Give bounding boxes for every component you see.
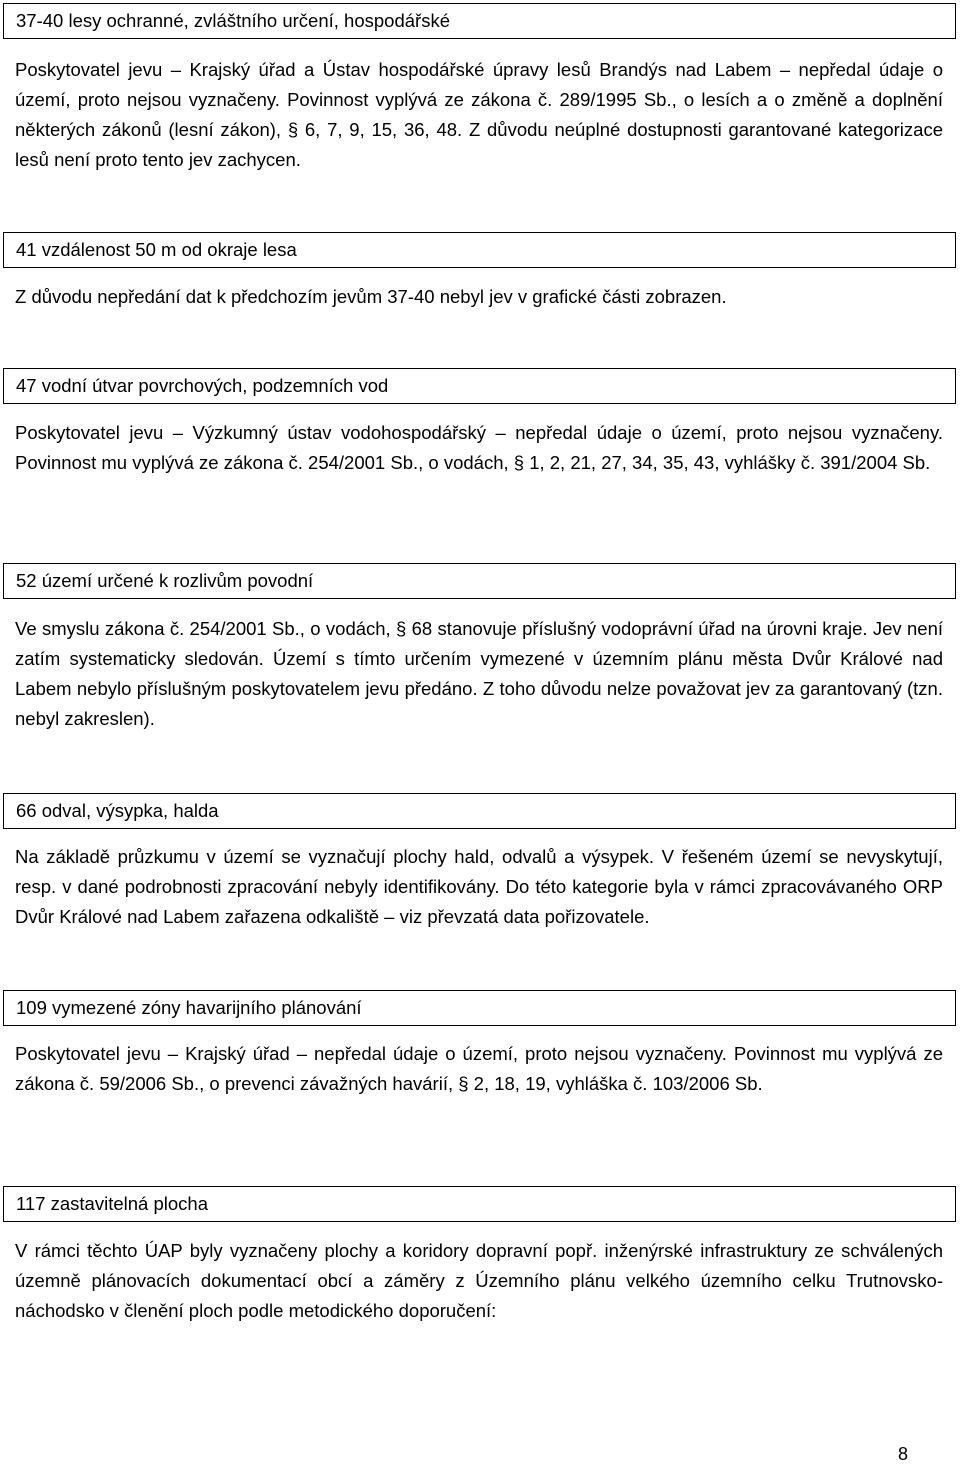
section-heading: 47 vodní útvar povrchových, podzemních vod xyxy=(3,368,956,404)
section-heading: 37-40 lesy ochranné, zvláštního určení, hospodářské xyxy=(3,3,956,39)
section-paragraph: Poskytovatel jevu – Krajský úřad a Ústav hospodářské úpravy lesů Brandýs nad Labem – nepředal údaje o území, proto nejsou vyznačeny. Povinnost vyplývá ze zákona č. 289/1995 Sb., o lesích a o změně a doplnění některých zákonů (lesní zákon), § 6, 7, 9, 15, 36, 48. Z důvodu neúplné dostupnosti garantované kategorizace lesů není proto tento jev zachycen. xyxy=(15,59,943,170)
section-heading: 66 odval, výsypka, halda xyxy=(3,793,956,829)
section-heading: 109 vymezené zóny havarijního plánování xyxy=(3,990,956,1026)
section-heading: 52 území určené k rozlivům povodní xyxy=(3,563,956,599)
section-paragraph: Poskytovatel jevu – Výzkumný ústav vodohospodářský – nepředal údaje o území, proto nejsou vyznačeny. Povinnost mu vyplývá ze zákona č. 254/2001 Sb., o vodách, § 1, 2, 21, 27, 34, 35, 43, vyhlášky č. 391/2004 Sb. xyxy=(15,422,943,473)
section-paragraph: Na základě průzkumu v území se vyznačují plochy hald, odvalů a výsypek. V řešeném území se nevyskytují, resp. v dané podrobnosti zpracování nebyly identifikovány. Do této kategorie byla v rámci zpracovávaného ORP Dvůr Králové nad Labem zařazena odkaliště – viz převzatá data pořizovatele. xyxy=(15,846,943,927)
section-paragraph: Z důvodu nepředání dat k předchozím jevům 37-40 nebyl jev v grafické části zobrazen. xyxy=(15,286,727,307)
section-heading: 117 zastavitelná plocha xyxy=(3,1186,956,1222)
section-paragraph: Ve smyslu zákona č. 254/2001 Sb., o vodách, § 68 stanovuje příslušný vodoprávní úřad na úrovni kraje. Jev není zatím systematicky sledován. Území s tímto určením vymezené v územním plánu města Dvůr Králové nad Labem nebylo příslušným poskytovatelem jevu předáno. Z toho důvodu nelze považovat jev za garantovaný (tzn. nebyl zakreslen). xyxy=(15,618,943,729)
section-paragraph: V rámci těchto ÚAP byly vyznačeny plochy a koridory dopravní popř. inženýrské infrastruktury ze schválených územně plánovacích dokumentací obcí a záměry z Územního plánu velkého územního celku Trutnovsko-náchodsko v členění ploch podle metodického doporučení: xyxy=(15,1240,943,1321)
section-heading: 41 vzdálenost 50 m od okraje lesa xyxy=(3,232,956,268)
section-paragraph: Poskytovatel jevu – Krajský úřad – nepředal údaje o území, proto nejsou vyznačeny. Povinnost mu vyplývá ze zákona č. 59/2006 Sb., o prevenci závažných havárií, § 2, 18, 19, vyhláška č. 103/2006 Sb. xyxy=(15,1043,943,1094)
page-number: 8 xyxy=(897,1444,908,1464)
